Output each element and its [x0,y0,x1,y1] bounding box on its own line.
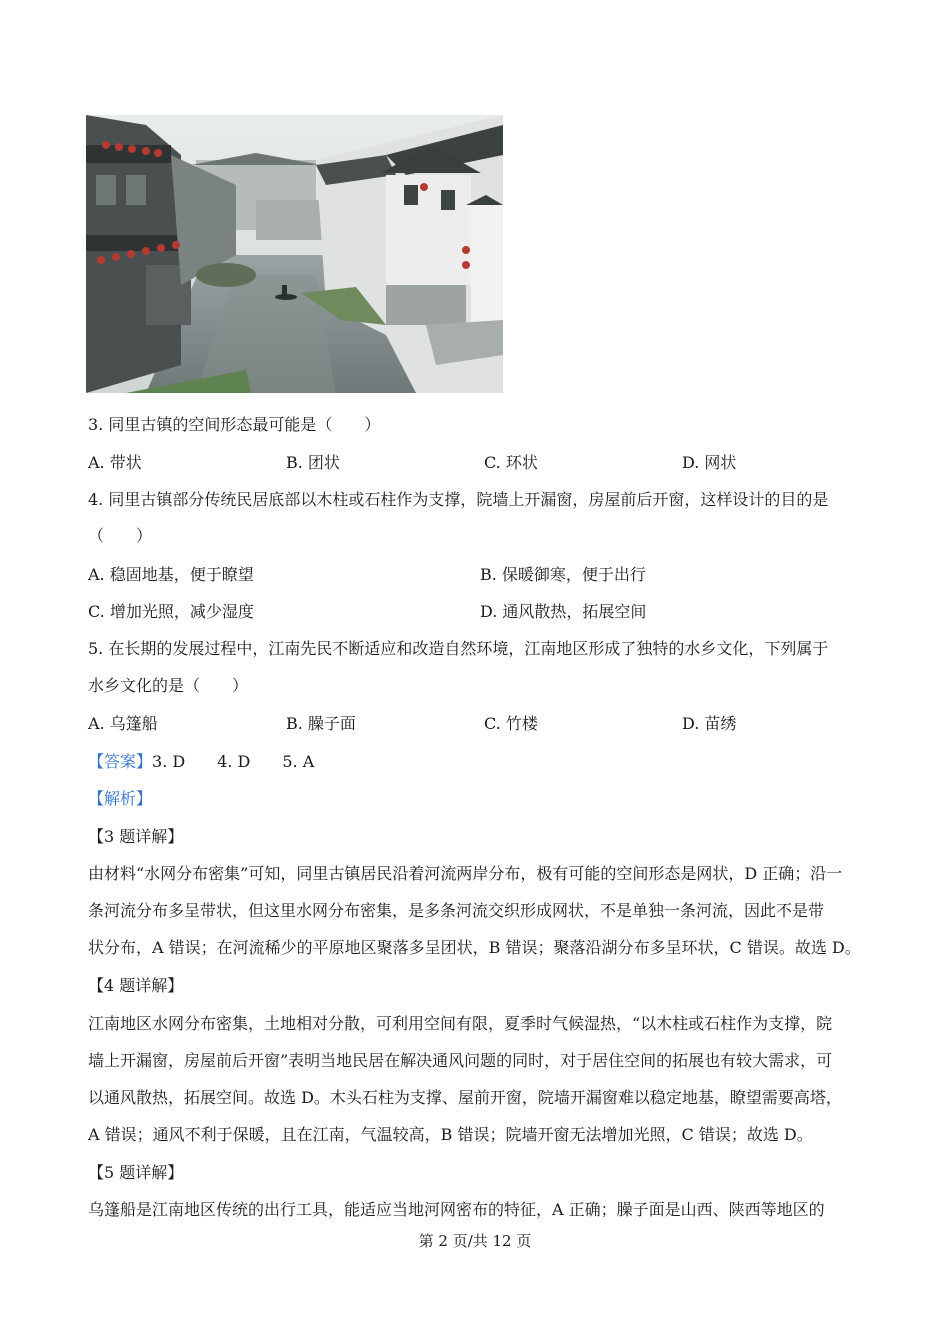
question-5-option-d: D. 苗绣 [682,714,737,733]
question-4-option-d: D. 通风散热，拓展空间 [480,602,647,621]
question-3-option-d: D. 网状 [682,453,737,472]
page-footer: 第 2 页/共 12 页 [418,1232,532,1250]
answer-line [88,751,314,773]
analysis-tag [88,788,152,810]
detail-3-line-3: 状分布，A 错误；在河流稀少的平原地区聚落多呈团状，B 错误；聚落沿湖分布多呈环状，C 错误。故选 D。 [88,938,861,957]
question-4-stem-line1: 4. 同里古镇部分传统民居底部以木柱或石柱作为支撑，院墙上开漏窗，房屋前后开窗，这样设计的目的是 [88,490,829,509]
question-5-option-a: A. 乌篷船 [88,714,158,733]
question-3-option-b: B. 团状 [286,453,340,472]
detail-4-line-4: A 错误；通风不利于保暖，且在江南，气温较高，B 错误；院墙开窗无法增加光照，C 错误；故选 D。 [88,1125,813,1144]
question-4-option-c: C. 增加光照，减少湿度 [88,602,254,621]
detail-5-heading: 【5 题详解】 [88,1163,184,1182]
question-3-stem: 3. 同里古镇的空间形态最可能是（ ） [88,415,381,434]
question-5-stem-line2: 水乡文化的是（ ） [88,676,249,695]
detail-4-line-3: 以通风散热，拓展空间。故选 D。木头石柱为支撑、屋前开窗，院墙开漏窗难以稳定地基，瞭望需要高塔， [88,1088,842,1107]
detail-5-line-1: 乌篷船是江南地区传统的出行工具，能适应当地河网密布的特征，A 正确；臊子面是山西、陕西等地区的 [88,1200,825,1219]
detail-3-line-2: 条河流分布多呈带状，但这里水网分布密集，是多条河流交织形成网状，不是单独一条河流，因此不是带 [88,901,825,920]
answer-tag: 【答案】 [88,752,153,771]
analysis-tag-text: 【解析】 [88,789,153,808]
question-4-stem-line2: （ ） [88,526,153,545]
question-4-option-b: B. 保暖御寒，便于出行 [480,565,646,584]
question-5-stem-line1: 5. 在长期的发展过程中，江南先民不断适应和改造自然环境，江南地区形成了独特的水乡文化，下列属于 [88,639,829,658]
detail-4-line-1: 江南地区水网分布密集，土地相对分散，可利用空间有限，夏季时气候湿热，“以木柱或石柱作为支撑，院 [88,1014,833,1033]
detail-4-heading: 【4 题详解】 [88,976,184,995]
question-5-option-c: C. 竹楼 [484,714,538,733]
question-3-option-a: A. 带状 [88,453,142,472]
question-4-option-a: A. 稳固地基，便于瞭望 [88,565,254,584]
detail-4-line-2: 墙上开漏窗，房屋前后开窗”表明当地民居在解决通风问题的同时，对于居住空间的拓展也有较大需求，可 [88,1051,833,1070]
detail-3-line-1: 由材料“水网分布密集”可知，同里古镇居民沿着河流两岸分布，极有可能的空间形态是网状，D 正确；沿一 [88,864,843,883]
water-town-photo [86,115,503,393]
question-5-option-b: B. 臊子面 [286,714,356,733]
question-3-option-c: C. 环状 [484,453,538,472]
answer-text: 3. D 4. D 5. A [152,752,315,771]
detail-3-heading: 【3 题详解】 [88,827,184,846]
